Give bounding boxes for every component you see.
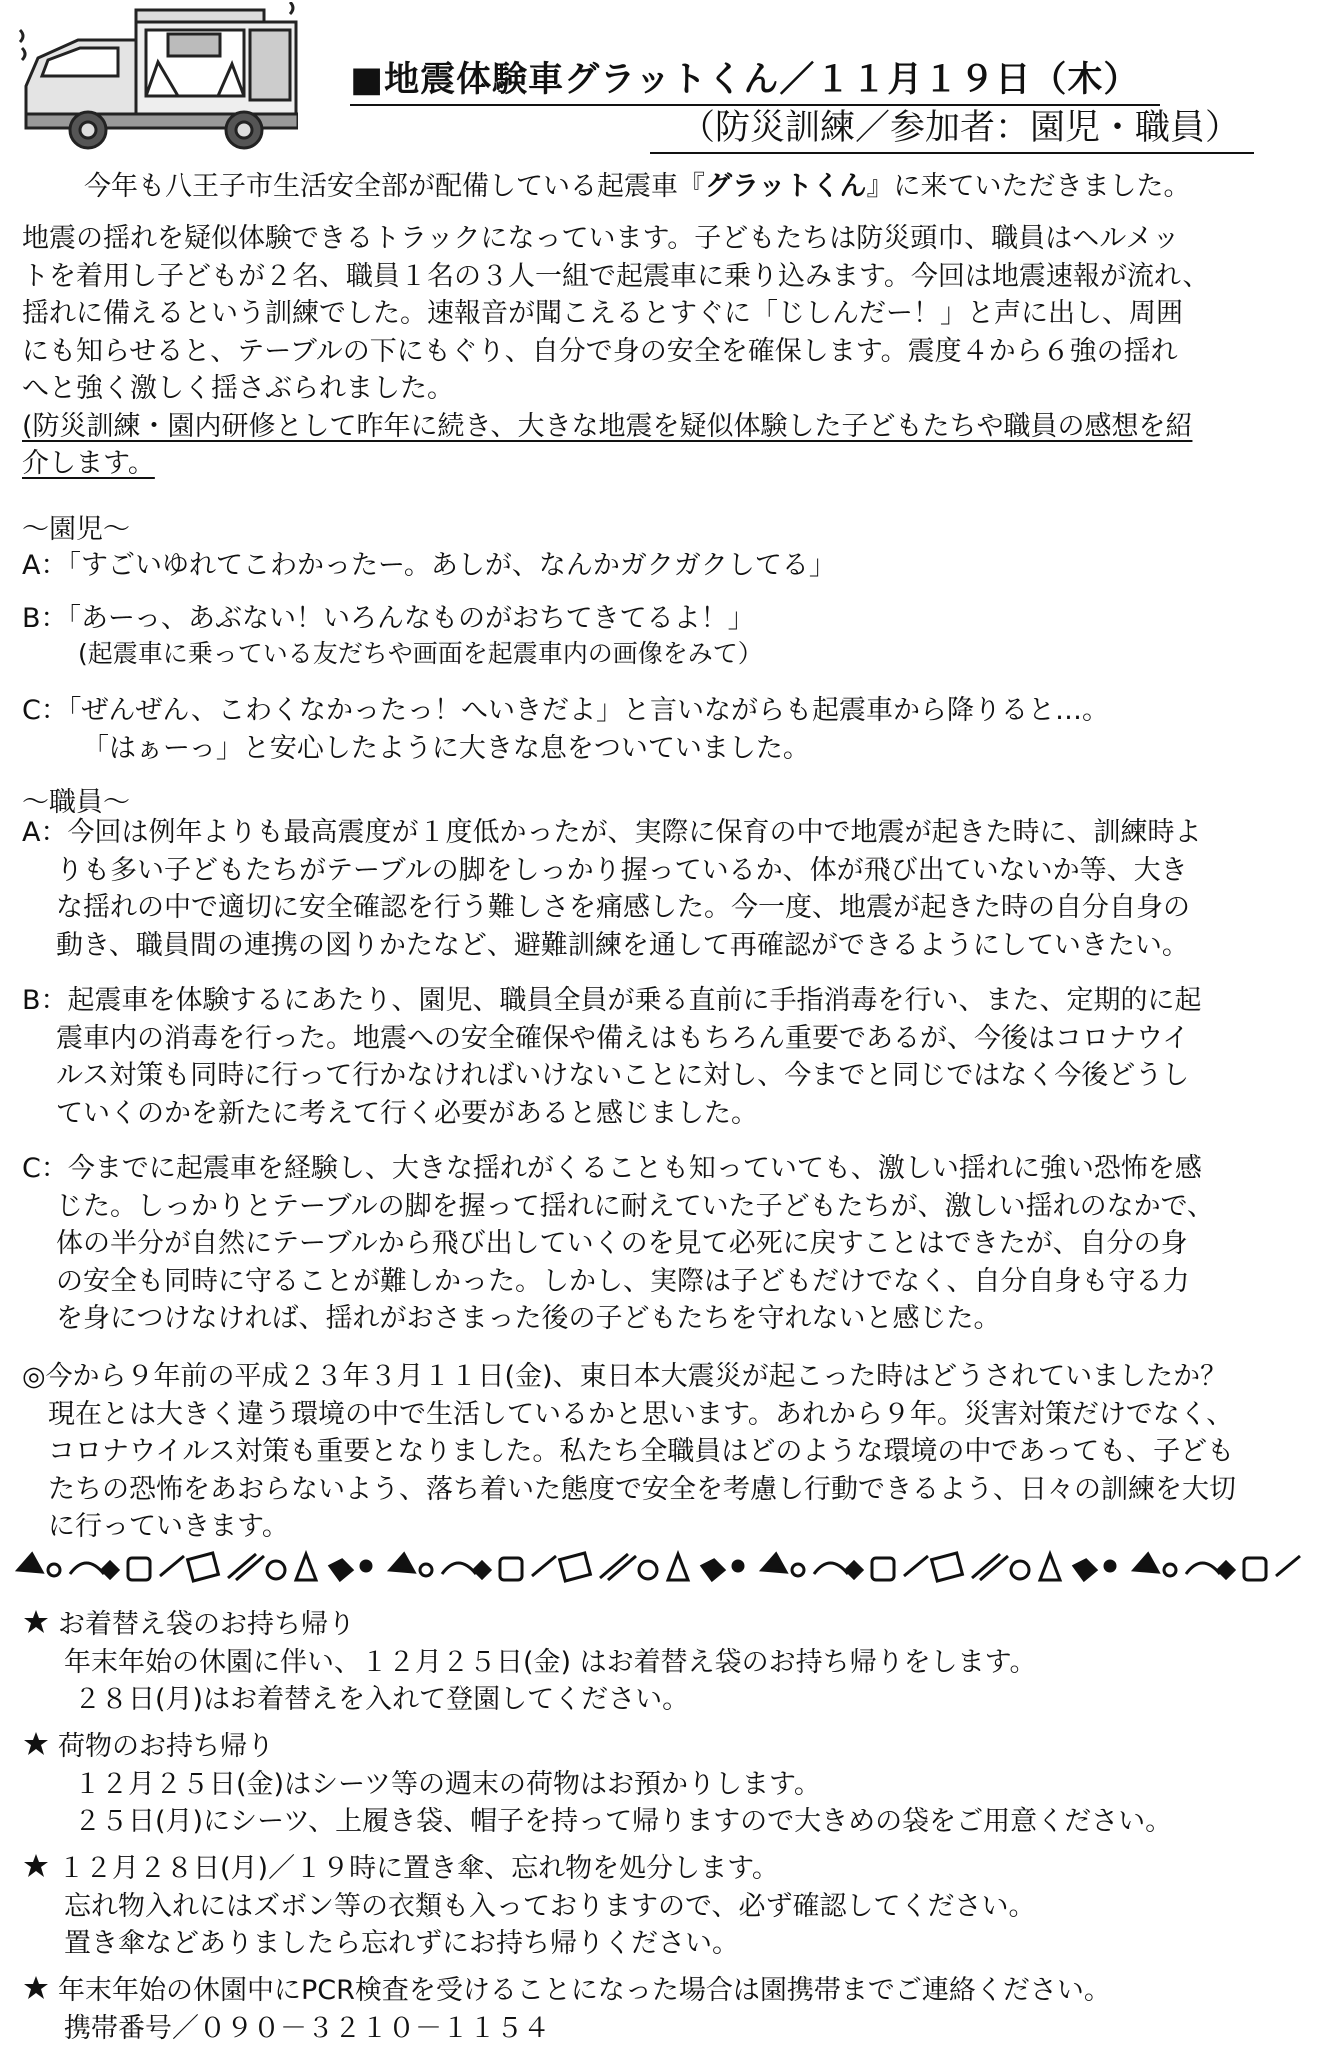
notice-line: 忘れ物入れにはズボン等の衣類も入っておりますので、必ず確認してください。 — [64, 1890, 1036, 1922]
children-comment-b: B：「あーっ、あぶない！いろんなものがおちてきてるよ！」 — [22, 603, 755, 634]
staff-a-line: りも多い子どもたちがテーブルの脚をしっかり握っているか、体が飛び出ていないか等、大き — [56, 854, 1188, 886]
staff-c-line: を身につけなければ、揺れがおさまった後の子どもたちを守れないと感じた。 — [56, 1303, 1001, 1334]
description-line: 揺れに備えるという訓練でした。速報音が聞こえるとすぐに「じしんだー！」と声に出し、周囲 — [22, 298, 1183, 329]
intro-bold: グラットくん — [705, 171, 867, 202]
children-comment-a: A：「すごいゆれてこわかったー。あしが、なんかガクガクしてる」 — [22, 550, 836, 581]
closing-line: 現在とは大きく違う環境の中で生活しているかと思います。あれから９年。災害対策だけでなく、 — [48, 1398, 1234, 1430]
notice-phone: 携帯番号／０９０－３２１０－１１５４ — [64, 2012, 550, 2044]
staff-a-line: な揺れの中で適切に安全確認を行う難しさを痛感した。今一度、地震が起きた時の自分自身の — [56, 892, 1190, 923]
truck-icon — [18, 2, 298, 152]
staff-comment-c — [22, 1150, 1214, 1338]
star-bullet-icon — [22, 1852, 50, 1880]
description-line: トを着用し子どもが２名、職員１名の３人一組で起震車に乗り込みます。今回は地震速報が流れ、 — [22, 260, 1210, 292]
closing-paragraph — [22, 1358, 1236, 1546]
notice-title-text: お着替え袋のお持ち帰り — [58, 1609, 355, 1640]
notice-line: １２月２５日(金)はシーツ等の週末の荷物はお預かりします。 — [74, 1768, 821, 1800]
notice-title — [22, 1728, 1172, 1766]
staff-heading: ～職員～ — [22, 787, 130, 818]
staff-b-line: 震車内の消毒を行った。地震への安全確保や備えはもちろん重要であるが、今後はコロナウイ — [56, 1022, 1190, 1054]
page-subtitle: （防災訓練／参加者：園児・職員） — [650, 100, 1254, 154]
notice-line: 置き傘などありましたら忘れずにお持ち帰りください。 — [64, 1928, 739, 1959]
notice-line: ２８日(月)はお着替えを入れて登園してください。 — [74, 1684, 690, 1715]
staff-comment-b — [22, 982, 1202, 1132]
children-comment-c-note: 「はぁーっ」と安心したように大きな息をついていました。 — [82, 733, 810, 764]
description-line: へと強く激しく揺さぶられました。 — [22, 373, 454, 404]
children-heading: ～園児～ — [22, 514, 130, 545]
star-bullet-icon — [22, 1974, 50, 2002]
star-bullet-icon — [22, 1608, 50, 1636]
staff-a-line: A：今回は例年よりも最高震度が１度低かったが、実際に保育の中で地震が起きた時に、訓練時よ — [22, 817, 1202, 848]
notice-2 — [22, 1728, 1172, 1841]
staff-c-line: C：今までに起震車を経験し、大きな揺れがくることも知っていても、激しい揺れに強い恐怖を感 — [22, 1153, 1202, 1184]
intro-before: 今年も八王子市生活安全部が配備している起震車『 — [84, 171, 705, 202]
description-line: にも知らせると、テーブルの下にもぐり、自分で身の安全を確保します。震度４から６強の揺れ — [22, 335, 1178, 367]
staff-c-line: じた。しっかりとテーブルの脚を握って揺れに耐えていた子どもたちが、激しい揺れのなかで、 — [56, 1190, 1215, 1222]
staff-b-line: B：起震車を体験するにあたり、園児、職員全員が乗る直前に手指消毒を行い、また、定期的に起 — [22, 985, 1202, 1016]
notice-line: 年末年始の休園に伴い、１２月２５日(金) はお着替え袋のお持ち帰りをします。 — [64, 1646, 1037, 1678]
notice-title-text: １２月２８日(月)／１９時に置き傘、忘れ物を処分します。 — [58, 1853, 779, 1884]
notice-title-text: 荷物のお持ち帰り — [58, 1731, 274, 1762]
closing-line: ◎今から９年前の平成２３年３月１１日(金)、東日本大震災が起こった時はどうされていましたか？ — [22, 1361, 1228, 1392]
children-comment-c: C：「ぜんぜん、こわくなかったっ！へいきだよ」と言いながらも起震車から降りると…。 — [22, 695, 1109, 726]
staff-comment-a — [22, 814, 1201, 964]
staff-b-line: ルス対策も同時に行って行かなければいけないことに対し、今までと同じではなく今後どうし — [56, 1060, 1190, 1091]
notice-4 — [22, 1972, 1111, 2047]
page-title: ■地震体験車グラットくん／１１月１９日（木） — [350, 52, 1160, 106]
notice-title — [22, 1850, 1035, 1888]
staff-c-line: 体の半分が自然にテーブルから飛び出していくのを見て必死に戻すことはできたが、自分の身 — [56, 1228, 1188, 1259]
notice-line: ２５日(月)にシーツ、上履き袋、帽子を持って帰りますので大きめの袋をご用意ください。 — [74, 1806, 1173, 1837]
staff-a-line: 動き、職員間の連携の図りかたなど、避難訓練を通して再確認ができるようにしていきたい。 — [56, 929, 1189, 961]
children-comment-b-note: (起震車に乗っている友だちや画面を起震車内の画像をみて） — [78, 639, 763, 668]
notice-title — [22, 1972, 1111, 2010]
intro-after: 』に来ていただきました。 — [866, 171, 1191, 202]
star-bullet-icon — [22, 1730, 50, 1758]
intro-text — [84, 164, 1190, 203]
description-paragraph — [22, 220, 1209, 483]
description-line: 地震の揺れを疑似体験できるトラックになっています。子どもたちは防災頭巾、職員はヘルメッ — [22, 223, 1180, 254]
description-underlined-line: 介します。 — [22, 448, 155, 479]
description-underlined-line: (防災訓練・園内研修として昨年に続き、大きな地震を疑似体験した子どもたちや職員の感想を紹 — [22, 410, 1193, 442]
staff-c-line: の安全も同時に守ることが難しかった。しかし、実際は子どもだけでなく、自分自身も守る力 — [56, 1265, 1190, 1297]
notice-title — [22, 1606, 1037, 1644]
staff-b-line: ていくのかを新たに考えて行く必要があると感じました。 — [56, 1097, 758, 1129]
closing-line: に行っていきます。 — [48, 1511, 289, 1542]
cleaning-tools-border-icon — [14, 1540, 1304, 1592]
notice-1 — [22, 1606, 1037, 1719]
notice-3 — [22, 1850, 1035, 1963]
closing-line: たちの恐怖をあおらないよう、落ち着いた態度で安全を考慮し行動できるよう、日々の訓練を大切 — [48, 1473, 1236, 1505]
notice-title-text: 年末年始の休園中にPCR検査を受けることになった場合は園携帯までご連絡ください。 — [58, 1975, 1111, 2006]
closing-line: コロナウイルス対策も重要となりました。私たち全職員はどのような環境の中であっても、子ども — [48, 1436, 1235, 1467]
